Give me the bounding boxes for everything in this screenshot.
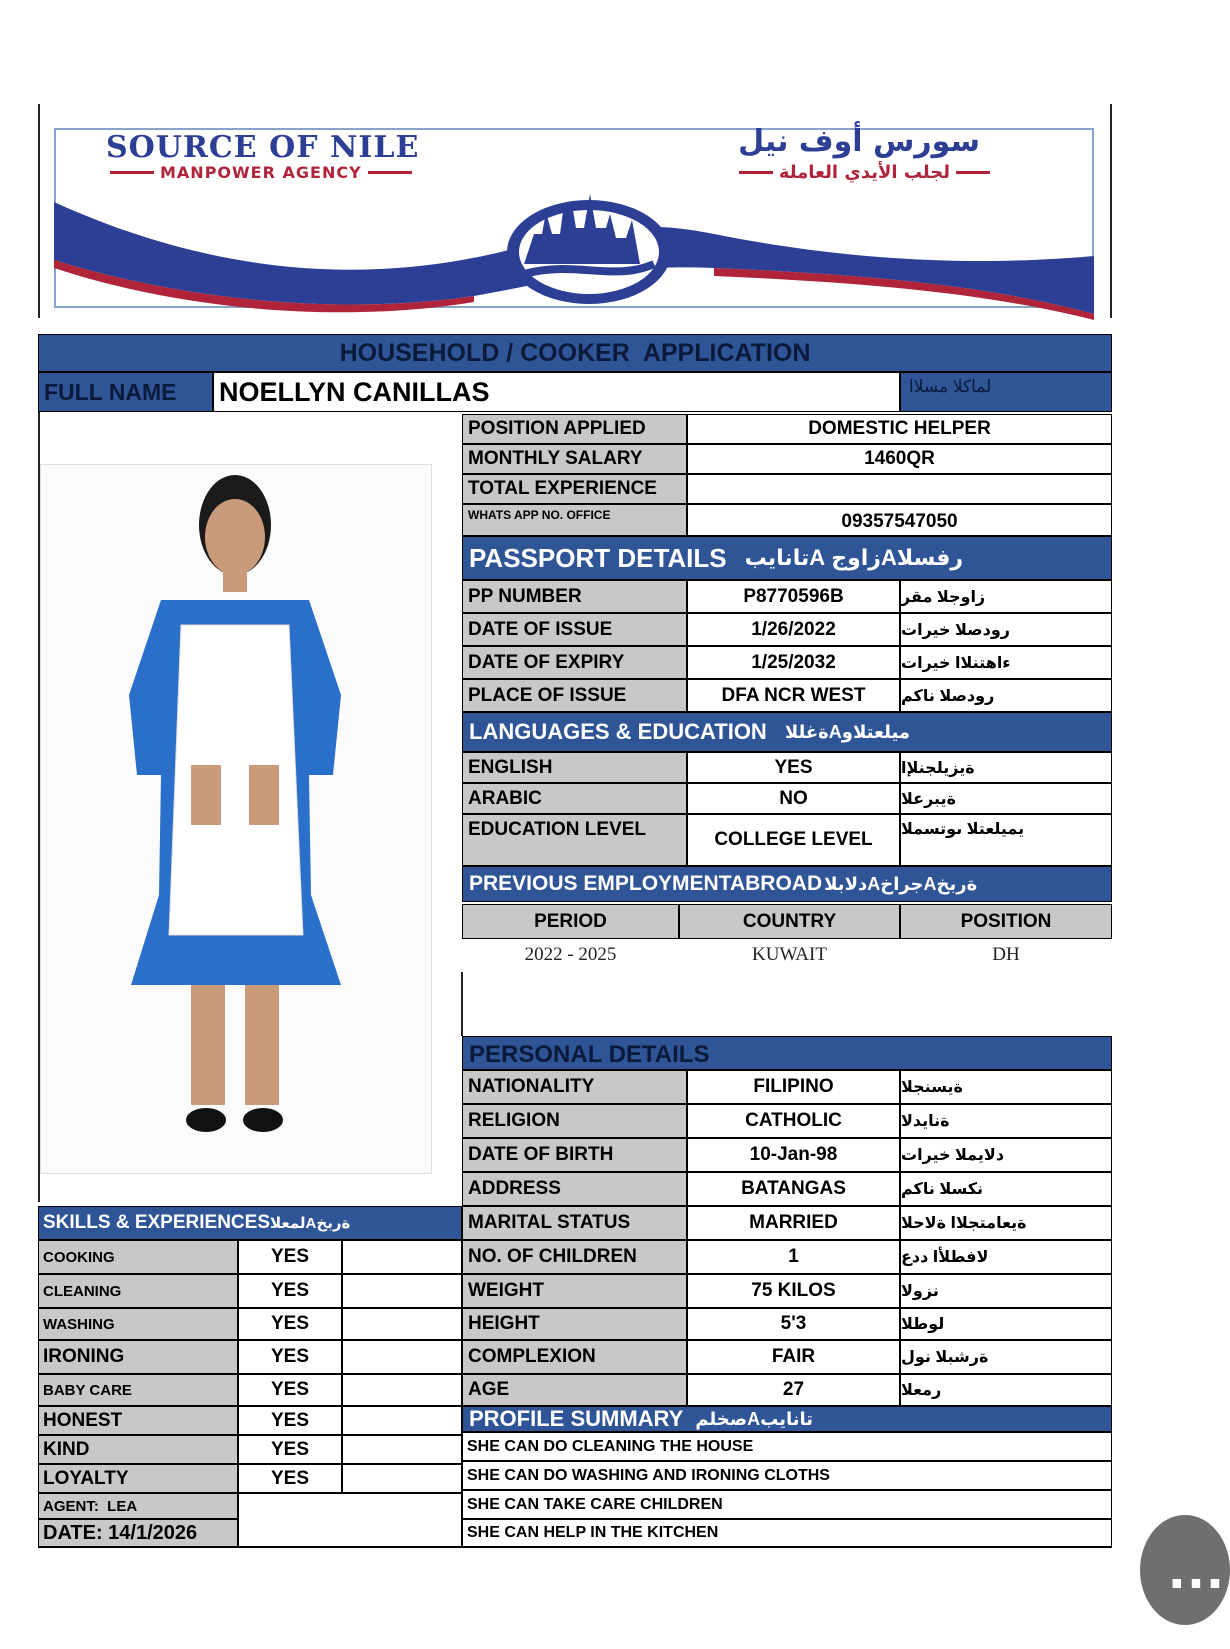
languages-title: LANGUAGES & EDUCATION [469,719,767,744]
position-applied-label: POSITION APPLIED [462,414,687,444]
employment-section-header [462,866,1112,902]
age-value: 27 [687,1374,900,1406]
date-of-issue-label: DATE OF ISSUE [462,613,687,646]
skill-honest-value: YES [238,1406,342,1435]
profile-section-header [462,1406,1112,1432]
children-value: 1 [687,1240,900,1274]
footer-blank [238,1493,462,1548]
skill-loyalty-extra [342,1464,462,1493]
children-arabic: لافطلأا ددع [900,1240,1112,1274]
date-of-birth-label: DATE OF BIRTH [462,1138,687,1172]
arabic-arabic: ةيبرعلا [900,783,1112,814]
logo-subtitle-arabic-text: لجلب الأيدي العاملة [778,161,950,183]
skill-baby-care-label: BABY CARE [38,1374,238,1406]
languages-section-header [462,712,1112,752]
complexion-arabic: ةرشبلا نول [900,1340,1112,1374]
nationality-label: NATIONALITY [462,1070,687,1104]
skill-honest-extra [342,1406,462,1435]
full-name-text: NOELLYN CANILLAS [219,376,490,407]
logo-swoosh-graphic [54,161,1094,314]
skill-honest-label: HONEST [38,1406,238,1435]
pp-number-value: P8770596B [687,580,900,613]
education-level-arabic-text: يميلعتلا ىوتسملا [901,821,1025,838]
place-of-issue-label: PLACE OF ISSUE [462,679,687,712]
candidate-photo [40,464,432,1174]
photo-frame [38,412,462,1202]
whatsapp-label [462,504,687,536]
place-of-issue-arabic: رودصلا ناكم [900,679,1112,712]
skill-baby-care-value: YES [238,1374,342,1406]
whatsapp-value [687,504,1112,536]
height-value: 5'3 [687,1308,900,1340]
marital-status-arabic: ةيعامتجلاا ةلاحلا [900,1206,1112,1240]
skill-cooking-extra [342,1240,462,1274]
languages-title-arabic: ميلعتلاوAةغللا [784,721,910,742]
employment-header-country: COUNTRY [679,904,900,939]
skills-section-header [38,1206,462,1240]
education-level-label-text: EDUCATION LEVEL [468,819,647,840]
skill-cooking-label: COOKING [38,1240,238,1274]
education-level-value: COLLEGE LEVEL [687,814,900,866]
weight-value: 75 KILOS [687,1274,900,1308]
employment-country: KUWAIT [752,944,827,965]
full-name-arabic-text: لماكلا مسلاا [909,377,992,396]
pp-number-arabic: زاوجلا مقر [900,580,1112,613]
personal-title: PERSONAL DETAILS [469,1041,710,1068]
english-arabic: ةيزيلجنلإا [900,752,1112,783]
logo-name-arabic: سورس أوف نيل [738,124,980,159]
profile-line-4: SHE CAN HELP IN THE KITCHEN [462,1519,1112,1548]
profile-line-3: SHE CAN TAKE CARE CHILDREN [462,1490,1112,1519]
whatsapp-label-text: WHATS APP NO. OFFICE [468,508,611,522]
employment-header-period: PERIOD [462,904,679,939]
religion-label: RELIGION [462,1104,687,1138]
date-of-issue-value: 1/26/2022 [687,613,900,646]
age-label: AGE [462,1374,687,1406]
address-label: ADDRESS [462,1172,687,1206]
nationality-arabic: ةيسنجلا [900,1070,1112,1104]
monthly-salary-label: MONTHLY SALARY [462,444,687,474]
height-arabic: لوطلا [900,1308,1112,1340]
skill-washing-label: WASHING [38,1308,238,1340]
complexion-value: FAIR [687,1340,900,1374]
skill-ironing-value: YES [238,1340,342,1374]
logo-name: SOURCE OF NILE [106,130,420,165]
skill-baby-care-extra [342,1374,462,1406]
nationality-value: FILIPINO [687,1070,900,1104]
employment-divider [461,972,463,1036]
complexion-label: COMPLEXION [462,1340,687,1374]
address-value: BATANGAS [687,1172,900,1206]
skill-kind-value: YES [238,1435,342,1464]
position-applied-value: DOMESTIC HELPER [687,414,1112,444]
passport-section-header [462,536,1112,580]
skill-washing-extra [342,1308,462,1340]
agent-text: AGENT: LEA [43,1497,138,1515]
logo-subtitle [110,162,490,182]
children-label: NO. OF CHILDREN [462,1240,687,1274]
weight-label: WEIGHT [462,1274,687,1308]
date-of-expiry-value: 1/25/2032 [687,646,900,679]
date-label [38,1519,238,1548]
skill-loyalty-value: YES [238,1464,342,1493]
religion-arabic: ةنايدلا [900,1104,1112,1138]
arabic-label: ARABIC [462,783,687,814]
skill-ironing-extra [342,1340,462,1374]
whatsapp-number: 09357547050 [841,511,958,532]
employment-position: DH [992,944,1020,965]
skill-ironing-label: IRONING [38,1340,238,1374]
education-level-label [462,814,687,866]
skill-cleaning-extra [342,1274,462,1308]
height-label: HEIGHT [462,1308,687,1340]
english-value: YES [687,752,900,783]
pp-number-label: PP NUMBER [462,580,687,613]
logo-subtitle-text: MANPOWER AGENCY [160,162,362,182]
date-of-birth-value: 10-Jan-98 [687,1138,900,1172]
profile-line-1: SHE CAN DO CLEANING THE HOUSE [462,1432,1112,1461]
page-indicator-badge[interactable] [1140,1515,1230,1625]
skill-kind-label: KIND [38,1435,238,1464]
candidate-figure-icon [41,465,433,1175]
skill-kind-extra [342,1435,462,1464]
skill-cleaning-label: CLEANING [38,1274,238,1308]
date-of-issue-arabic: رودصلا خيرات [900,613,1112,646]
full-name-arabic [900,372,1112,412]
place-of-issue-value: DFA NCR WEST [687,679,900,712]
marital-status-label: MARITAL STATUS [462,1206,687,1240]
date-of-birth-arabic: دلايملا خيرات [900,1138,1112,1172]
full-name-label-text: FULL NAME [44,378,177,405]
page-indicator-icon: … [1166,1534,1226,1601]
arabic-value: NO [687,783,900,814]
skill-cleaning-value: YES [238,1274,342,1308]
profile-line-2: SHE CAN DO WASHING AND IRONING CLOTHS [462,1461,1112,1490]
religion-value: CATHOLIC [687,1104,900,1138]
education-level-arabic [900,814,1112,866]
date-text: DATE: 14/1/2026 [43,1521,198,1544]
logo-banner [38,104,1112,318]
logo-subtitle-arabic [670,160,990,184]
profile-title-arabic: تانايبAصخلم [695,1408,813,1429]
employment-header-position: POSITION [900,904,1112,939]
weight-arabic: نزولا [900,1274,1112,1308]
skill-washing-value: YES [238,1308,342,1340]
passport-title-arabic: رفسلاAزاوج Aتانايب [744,545,964,570]
total-experience-value [687,474,1112,504]
english-label: ENGLISH [462,752,687,783]
skills-title: SKILLS & EXPERIENCES [43,1212,270,1233]
full-name-label [38,372,213,412]
personal-section-header [462,1036,1112,1070]
skill-loyalty-label: LOYALTY [38,1464,238,1493]
address-arabic: نكسلا ناكم [900,1172,1112,1206]
date-of-expiry-label: DATE OF EXPIRY [462,646,687,679]
profile-title: PROFILE SUMMARY [469,1406,684,1431]
employment-period: 2022 - 2025 [524,944,617,965]
monthly-salary-value: 1460QR [687,444,1112,474]
employment-title: PREVIOUS EMPLOYMENTABROAD [469,872,823,895]
form-title-bar [38,334,1112,372]
agent-label [38,1493,238,1519]
skills-title-arabic: ةربخAلمعلا [270,1215,351,1232]
skill-cooking-value: YES [238,1240,342,1274]
employment-title-arabic: ةربخAجراخAدلابلا [824,873,978,894]
total-experience-label: TOTAL EXPERIENCE [462,474,687,504]
passport-title: PASSPORT DETAILS [469,542,727,573]
form-title: HOUSEHOLD / COOKER APPLICATION [339,338,811,367]
full-name-value [213,372,900,412]
date-of-expiry-arabic: ءاهتنلاا خيرات [900,646,1112,679]
marital-status-value: MARRIED [687,1206,900,1240]
age-arabic: رمعلا [900,1374,1112,1406]
